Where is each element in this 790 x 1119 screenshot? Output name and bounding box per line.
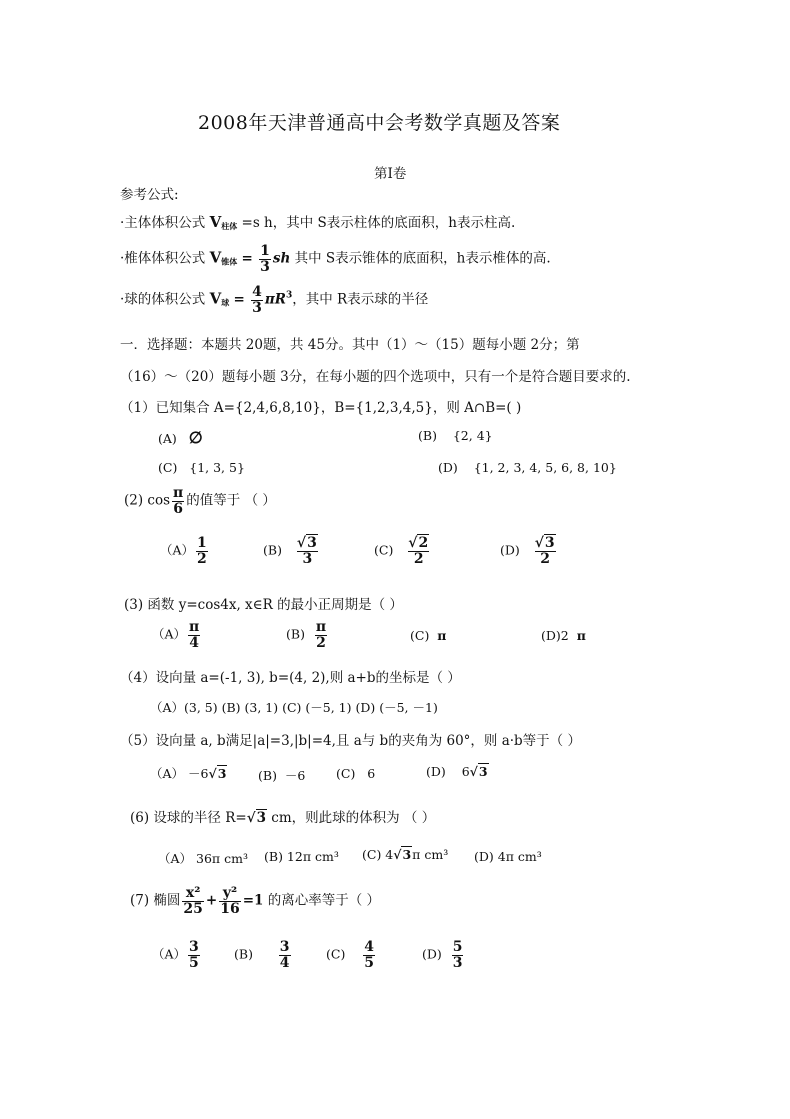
equals-one: =1 [242,892,264,909]
option-label: （A） [152,626,187,642]
denominator: 16 [220,900,240,917]
option-label: (D) [500,542,520,558]
volume-symbol: V [209,213,222,231]
pi-symbol: π [576,628,586,643]
denominator: 2 [197,550,207,567]
numerator: 3 [279,939,290,955]
fraction [188,620,200,650]
fraction [259,244,271,274]
option-label: (D) [438,460,458,475]
option-label: （A） [152,946,187,962]
volume-subscript: 球 [221,297,230,308]
option-label: (C) [410,628,430,643]
option-value: {1, 2, 3, 4, 5, 6, 8, 10} [473,460,617,475]
q6-suffix: cm，则此球的体积为 （ ） [266,810,436,826]
sqrt-symbol: √ [393,847,402,862]
pi-symbol: π [437,628,447,643]
numerator: y² [219,886,240,902]
option-label: (B) [258,768,277,783]
numerator: 4 [364,939,374,955]
radicand: 3 [217,766,227,781]
sqrt-symbol: √ [408,535,418,551]
fraction [534,536,557,566]
question-3-stem: (3) 函数 y=cos4x, x∈R 的最小正周期是（ ） [124,597,403,613]
radicand: 2 [418,535,429,551]
formula-prism-text: =s h，其中 S表示柱体的底面积，h表示柱高. [241,215,516,231]
option-label: (D)2 [541,628,569,643]
denominator: 3 [252,299,262,316]
numerator: π [189,619,200,635]
numerator: π [173,485,184,501]
q5-option-a [150,764,227,782]
radicand: 3 [544,535,555,551]
formulas-heading: 参考公式: [120,187,179,203]
option-label: (C) [374,542,394,558]
question-2-stem [124,486,276,516]
q7-option-d [422,940,465,970]
fraction [363,940,375,970]
option-label: (B) [263,542,282,558]
volume-symbol: V [209,289,222,308]
option-label: (C) [336,766,356,781]
numerator: π [315,619,327,635]
q3-option-c [410,628,446,643]
radicand: 3 [402,847,412,862]
q2-suffix: 的值等于 （ ） [186,492,276,509]
option-label: (A) [158,431,177,446]
denominator: 4 [279,954,290,971]
q2-option-a [160,536,210,566]
radicand: 3 [478,764,488,779]
denominator: 2 [316,634,326,651]
plus-sign: + [205,892,218,909]
numerator: x² [182,886,203,902]
denominator: 5 [364,954,374,971]
formula-prism [120,211,515,232]
sqrt-symbol: √ [208,766,217,781]
formula-cone-label: ·椎体体积公式 [120,250,206,267]
q6-option-a: （A） 36π cm³ [158,851,248,866]
numerator: 3 [189,939,199,955]
q2-option-c [374,536,432,566]
option-label: (B) [234,946,253,962]
fraction [251,285,263,315]
fraction [315,620,327,650]
option-label: (B) [418,428,437,443]
numerator [296,536,319,552]
radicand: 3 [256,810,266,826]
fraction [452,940,464,970]
q6-option-d: (D) 4π cm³ [474,849,542,864]
formula-sphere-label: ·球的体积公式 [120,291,206,308]
formula-pi-r: πR [264,291,286,308]
option-value: {1, 3, 5} [189,460,245,475]
sqrt-symbol: √ [246,810,256,826]
denominator: 3 [452,954,463,971]
part1-intro-line2: （16）～（20）题每小题 3分，在每小题的四个选项中，只有一个是符合题目要求的. [120,369,631,385]
q1-option-b [418,428,493,443]
numerator [534,536,557,552]
q1-option-d [438,460,617,475]
q2-option-b [263,536,321,566]
q2-prefix: (2) cos [124,492,171,509]
equals-sign: = [233,291,245,308]
fraction [182,886,203,916]
formula-cone [120,244,551,274]
sqrt-symbol: √ [296,535,307,551]
fraction [196,536,208,566]
option-label: (C) [326,946,346,962]
question-5-stem: （5）设向量 a, b满足|a|=3,|b|=4,且 a与 b的夹角为 60°，则 a·b等于（ ） [120,733,581,749]
volume-subscript: 锥体 [221,256,238,267]
question-6-stem [130,806,435,826]
q6-prefix: (6) 设球的半径 R= [130,810,247,826]
sqrt-symbol: √ [534,535,544,551]
fraction [279,940,291,970]
denominator: 2 [413,550,424,567]
option-label: （A） [160,542,195,558]
formula-cone-text: 其中 S表示锥体的底面积，h表示椎体的高. [294,250,551,267]
numerator: 4 [252,284,262,300]
page-title: 2008年天津普通高中会考数学真题及答案 [198,112,561,134]
option-prefix: 6 [461,764,470,779]
option-value: {2, 4} [452,428,493,443]
q3-option-a [152,620,202,650]
section-title: 第Ⅰ卷 [374,166,407,182]
denominator: 4 [189,634,200,651]
q3-option-b [286,620,329,650]
q6-option-c [362,847,448,862]
denominator: 3 [302,550,313,567]
formula-sphere-text: ，其中 R表示球的半径 [292,291,429,308]
q2-option-d [500,536,559,566]
q1-option-c [158,460,245,475]
fraction [407,536,430,566]
exponent: 3 [286,290,293,301]
q7-option-b [234,940,293,970]
option-prefix: －6 [188,766,209,781]
denominator: 6 [173,500,184,517]
q7-suffix: 的离心率等于（ ） [263,892,381,909]
empty-set-symbol: ∅ [188,428,203,447]
option-label: （A） [150,766,185,781]
numerator: 1 [197,535,207,551]
q5-option-d [426,764,489,779]
option-value: －6 [284,768,306,783]
formula-sh: sh [272,250,291,267]
q1-option-a [158,428,203,447]
q4-options: （A）(3, 5) (B) (3, 1) (C) (－5, 1) (D) (－5, －1) [150,700,438,715]
volume-subscript: 柱体 [221,221,238,231]
q6-option-b: (B) 12π cm³ [264,849,339,864]
denominator: 2 [540,550,551,567]
sqrt-symbol: √ [469,764,478,779]
fraction [219,886,240,916]
q7-option-c [326,940,377,970]
radicand: 3 [307,535,317,551]
option-label: (B) [286,626,305,642]
option-label: (D) [426,764,446,779]
equals-sign: = [241,250,253,267]
part1-intro-line1: 一．选择题：本题共 20题，共 45分。其中（1）～（15）题每小题 2分；第 [120,337,580,353]
option-label: (D) [422,946,442,962]
q7-prefix: (7) 椭圆 [130,892,181,909]
denominator: 3 [260,258,270,275]
q3-option-d [541,628,586,643]
formula-sphere [120,285,428,315]
question-7-stem [130,886,380,916]
denominator: 5 [189,954,199,971]
fraction [172,486,184,516]
q5-option-c [336,766,375,781]
q5-option-b [258,766,305,784]
numerator: 1 [260,243,270,259]
numerator [407,536,430,552]
option-prefix: (C) 4 [362,847,394,862]
denominator: 25 [183,900,203,917]
question-4-stem: （4）设向量 a=(-1, 3), b=(4, 2),则 a+b的坐标是（ ） [120,670,461,686]
formula-prism-label: ·主体体积公式 [120,215,206,231]
volume-symbol: V [209,248,222,267]
option-label: (C) [158,460,178,475]
q7-option-a [152,940,202,970]
numerator: 5 [452,939,463,955]
option-suffix: π cm³ [412,847,449,862]
question-1-stem: （1）已知集合 A={2,4,6,8,10}，B={1,2,3,4,5}，则 A∩B=( ) [120,400,522,416]
fraction [188,940,200,970]
option-value: 6 [367,766,376,781]
fraction [296,536,319,566]
